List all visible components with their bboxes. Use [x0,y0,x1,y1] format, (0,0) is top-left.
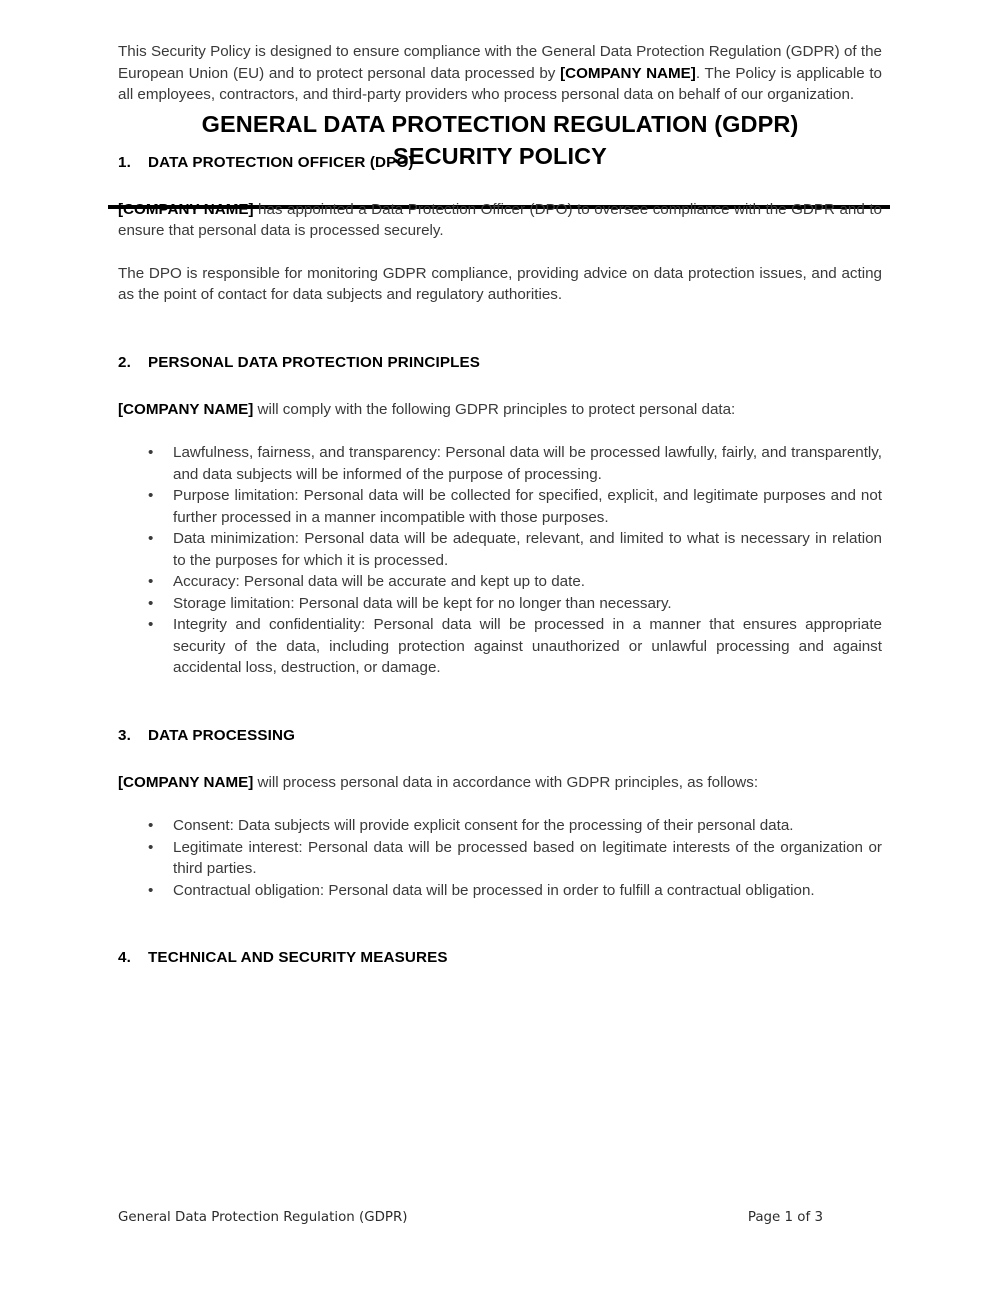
company-name-placeholder: [COMPANY NAME] [118,400,254,418]
company-name-placeholder: [COMPANY NAME] [560,64,696,82]
section-number-1: 1. [118,153,131,171]
list-item-text: Integrity and confidentiality: Personal data will be processed in a manner that ensures appropriate security of the data, including protection against unauthorized or unlawful processing and against accidental loss, destruction, or damage. [173,616,882,676]
intro-text-part-1: This Security Policy is designed to ensure compliance with the General Data Protection Regulation (GDPR) of the European Union (EU) and to protect personal data processed by [118,43,882,82]
intro-text-part-2: . The Policy is applicable to all employees, contractors, and third-party providers who process personal data on behalf of our organization. [118,64,882,103]
bullet-icon: • [148,530,154,547]
list-item-text: Contractual obligation: Personal data will be processed in order to fulfill a contractual obligation. [173,881,815,899]
section-2-lead-text: will comply with the following GDPR principles to protect personal data: [253,400,736,418]
company-name-placeholder: [COMPANY NAME] [118,773,254,791]
section-1-paragraph-1-text: has appointed a Data Protection Officer (DPO) to oversee compliance with the GDPR and to ensure that personal data is processed securely. [118,200,882,239]
section-1-paragraph-1 [118,199,882,242]
section-1-paragraph-2: The DPO is responsible for monitoring GDPR compliance, providing advice on data protection issues, and acting as the point of contact for data subjects and regulatory authorities. [118,264,882,303]
list-item [118,593,882,615]
section-3-lead-text: will process personal data in accordance with GDPR principles, as follows: [253,773,759,791]
section-title-4: TECHNICAL AND SECURITY MEASURES [148,949,448,966]
section-number-2: 2. [118,353,131,371]
list-item [118,442,882,485]
list-item [118,837,882,880]
bullet-icon: • [148,487,154,504]
footer-document-name: General Data Protection Regulation (GDPR) [118,1210,408,1225]
bullet-icon: • [148,817,154,834]
page-footer [118,1208,823,1227]
list-item [118,815,882,837]
list-item [118,880,882,902]
bullet-icon: • [148,594,154,612]
bullet-icon: • [148,616,154,633]
list-item-text: Data minimization: Personal data will be adequate, relevant, and limited to what is necessary in relation to the purposes for which it is processed. [173,530,882,569]
intro-paragraph [118,41,882,106]
section-heading-2 [118,352,882,373]
bullet-icon: • [148,573,154,590]
list-item [118,528,882,571]
list-item-text: Purpose limitation: Personal data will be collected for specified, explicit, and legitimate purposes and not further processed in a manner incompatible with those purposes. [173,487,882,526]
list-item-text: Consent: Data subjects will provide explicit consent for the processing of their personal data. [173,817,794,834]
section-title-1: DATA PROTECTION OFFICER (DPO) [148,153,414,171]
section-title-2: PERSONAL DATA PROTECTION PRINCIPLES [148,353,481,371]
section-3-lead-paragraph [118,772,882,794]
list-item [118,571,882,593]
footer-page-number: Page 1 of 3 [747,1210,823,1225]
section-heading-1 [118,152,882,173]
document-title-line-2: SECURITY POLICY [393,143,607,169]
bullet-icon: • [148,838,154,856]
list-item [118,485,882,528]
list-item-text: Accuracy: Personal data will be accurate and kept up to date. [173,573,585,590]
company-name-placeholder: [COMPANY NAME] [118,200,254,218]
section-3-bullet-list [118,815,882,901]
list-item-text: Storage limitation: Personal data will be kept for no longer than necessary. [173,594,672,612]
list-item-text: Lawfulness, fairness, and transparency: Personal data will be processed lawfully, fairly, and transparently, and data subjects will be informed of the purpose of processing. [173,444,882,483]
section-number-3: 3. [118,726,131,744]
section-title-3: DATA PROCESSING [148,726,296,744]
section-2-bullet-list [118,442,882,679]
section-heading-3 [118,725,882,746]
section-heading-4 [118,947,882,968]
list-item [118,614,882,679]
document-title-line-1: GENERAL DATA PROTECTION REGULATION (GDPR) [201,111,799,137]
bullet-icon: • [148,444,154,461]
section-number-4: 4. [118,949,131,966]
bullet-icon: • [148,881,154,899]
document-body [118,0,882,968]
list-item-text: Legitimate interest: Personal data will be processed based on legitimate interests of the organization or third parties. [173,838,882,877]
section-2-lead-paragraph [118,399,882,421]
